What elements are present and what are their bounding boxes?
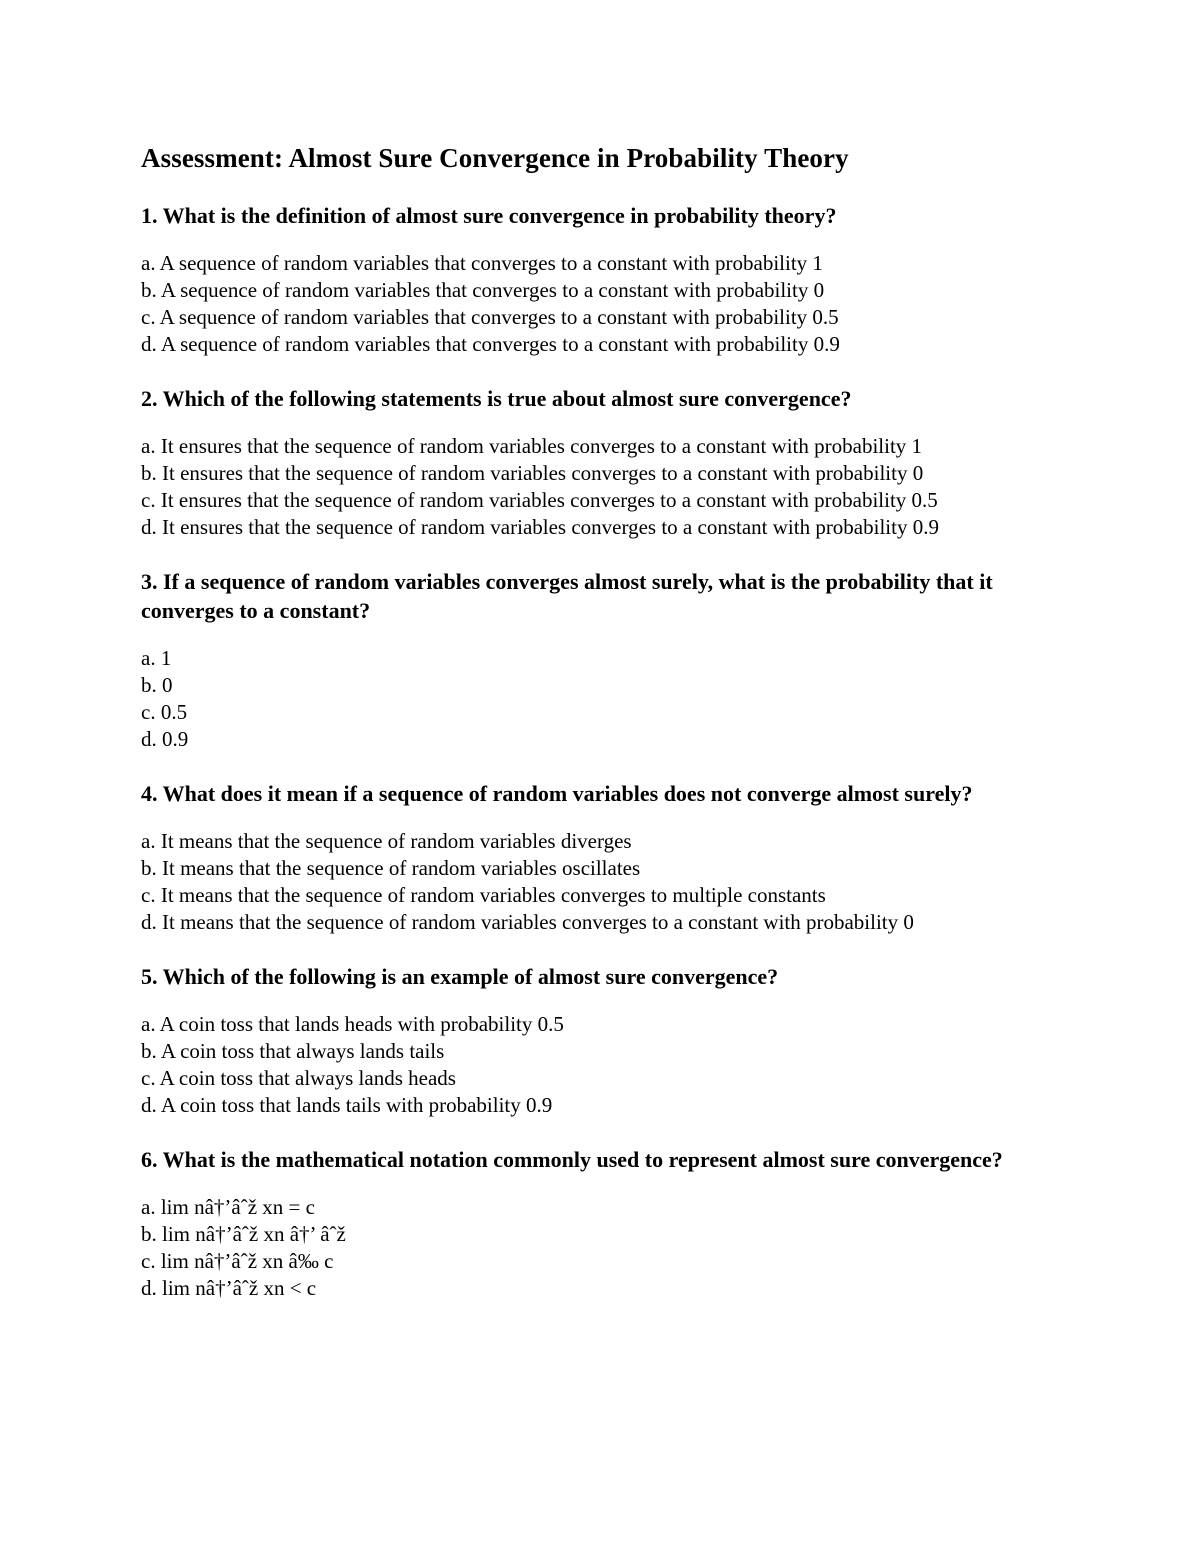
- answer-option-a: a. 1: [141, 646, 172, 670]
- answer-option-b: b. It ensures that the sequence of random variables converges to a constant with probability 0: [141, 461, 924, 485]
- answer-option-d: d. lim nâ†’âˆž xn < c: [141, 1276, 317, 1300]
- answer-option-a: a. lim nâ†’âˆž xn = c: [141, 1195, 315, 1219]
- answer-option-c: c. It means that the sequence of random variables converges to multiple constants: [141, 883, 826, 907]
- question-2: [141, 384, 1071, 541]
- answer-option-c: c. lim nâ†’âˆž xn â‰ c: [141, 1249, 334, 1273]
- answer-options: [141, 433, 1071, 541]
- question-6: [141, 1145, 1071, 1302]
- answer-options: [141, 645, 1071, 753]
- answer-options: [141, 1194, 1071, 1302]
- answer-option-b: b. It means that the sequence of random variables oscillates: [141, 856, 641, 880]
- answer-option-d: d. A sequence of random variables that converges to a constant with probability 0.9: [141, 332, 840, 356]
- answer-options: [141, 1011, 1071, 1119]
- question-text: 2. Which of the following statements is true about almost sure convergence?: [141, 386, 852, 411]
- answer-option-b: b. A sequence of random variables that converges to a constant with probability 0: [141, 278, 825, 302]
- answer-options: [141, 828, 1071, 936]
- question-text: 6. What is the mathematical notation commonly used to represent almost sure convergence?: [141, 1147, 1003, 1172]
- question-4: [141, 779, 1071, 936]
- question-3: [141, 567, 1071, 753]
- answer-option-b: b. 0: [141, 673, 173, 697]
- question-text: 5. Which of the following is an example of almost sure convergence?: [141, 964, 779, 989]
- answer-option-c: c. A coin toss that always lands heads: [141, 1066, 456, 1090]
- question-text: 4. What does it mean if a sequence of random variables does not converge almost surely?: [141, 781, 973, 806]
- answer-option-d: d. A coin toss that lands tails with probability 0.9: [141, 1093, 553, 1117]
- answer-option-d: d. 0.9: [141, 727, 189, 751]
- answer-option-d: d. It ensures that the sequence of random variables converges to a constant with probability 0.9: [141, 515, 939, 539]
- question-text: 3. If a sequence of random variables converges almost surely, what is the probability that it converges to a constant?: [141, 569, 993, 623]
- document-page: [141, 140, 1071, 1328]
- question-text: 1. What is the definition of almost sure convergence in probability theory?: [141, 203, 837, 228]
- answer-options: [141, 250, 1071, 358]
- answer-option-a: a. A coin toss that lands heads with probability 0.5: [141, 1012, 564, 1036]
- answer-option-a: a. It means that the sequence of random variables diverges: [141, 829, 632, 853]
- answer-option-c: c. It ensures that the sequence of random variables converges to a constant with probability 0.5: [141, 488, 938, 512]
- answer-option-d: d. It means that the sequence of random variables converges to a constant with probability 0: [141, 910, 914, 934]
- question-5: [141, 962, 1071, 1119]
- answer-option-b: b. lim nâ†’âˆž xn â†’ âˆž: [141, 1222, 346, 1246]
- answer-option-b: b. A coin toss that always lands tails: [141, 1039, 445, 1063]
- answer-option-c: c. A sequence of random variables that converges to a constant with probability 0.5: [141, 305, 839, 329]
- answer-option-a: a. It ensures that the sequence of random variables converges to a constant with probability 1: [141, 434, 923, 458]
- answer-option-c: c. 0.5: [141, 700, 188, 724]
- answer-option-a: a. A sequence of random variables that converges to a constant with probability 1: [141, 251, 823, 275]
- question-1: [141, 201, 1071, 358]
- document-title: Assessment: Almost Sure Convergence in Probability Theory: [141, 143, 849, 173]
